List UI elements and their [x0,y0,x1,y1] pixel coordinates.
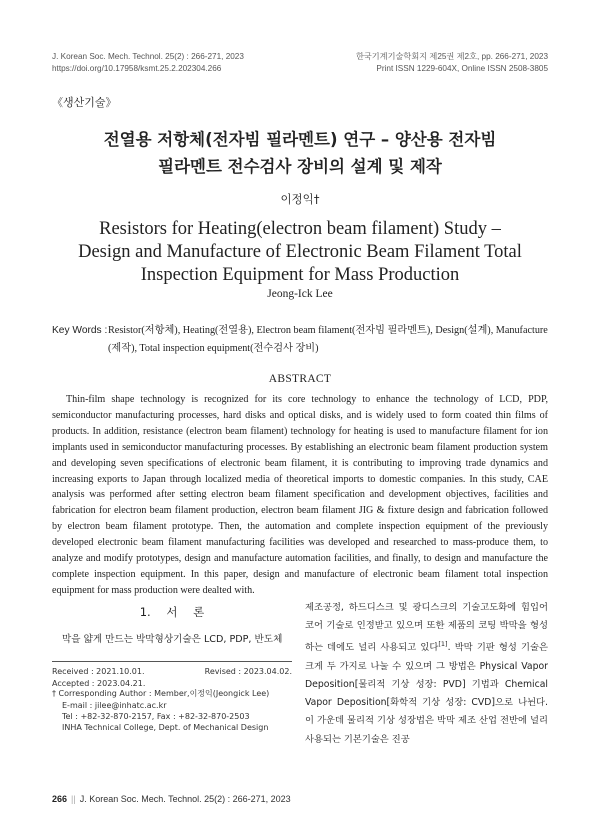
section-heading-introduction: 1. 서 론 [139,605,205,619]
journal-korean-citation: 한국기계기술학회지 제25권 제2호, pp. 266-271, 2023 [355,52,548,61]
issn-line: Print ISSN 1229-604X, Online ISSN 2508-3805 [376,64,548,73]
english-title-line: Design and Manufacture of Electronic Beam Filament Total [78,242,522,262]
korean-title-line: 전열용 저항체(전자빔 필라멘트) 연구 – 양산용 전자빔 [103,130,497,149]
corresponding-author: † Corresponding Author : Member,이정익(Jeongick Lee) [52,689,270,698]
abstract-body: Thin-film shape technology is recognized for its core technology to enhance the technology of LCD, PDP, semiconductor manufacturing processes, hard disks and optical disks, and is widely used to form coated thin films of products. In addition, resistance (electron beam filament) technology for heating is used to manufacture filament for ion implants used in semiconductor manufacturing processes. By establishing an electronic beam filament production system and developing seven specifications of electronic beam filament, it is contributing to improving trade dynamics and increasing exports to Japan through localized media of theoretical imports to domestic companies. In this study, CAE analysis was performed after setting electron beam filament specification and development objectives, facilities and fabrication for electron beam filament production, electron beam filament JIG & fixture design and fabrication followed by electron beam filament prototype. Then, the automation and complete inspection equipment of the previously developed electronic beam filament manufacturing facilities was developed and researched to mass-produce them, to analyze and modify prototypes, design and manufacture automation facilities, and finally, to design and manufacture the complete inspection equipment. In this paper, design and manufacture of electronic beam filament total inspection equipment for mass production were dealted with. [52,394,548,596]
footnote-divider [52,661,292,662]
keywords-label: Key Words : [52,325,108,336]
revised-date: Revised : 2023.04.02. [204,667,292,676]
accepted-date: Accepted : 2023.04.21. [52,679,146,688]
footer-separator: || [71,794,76,804]
author-email[interactable]: E-mail : jilee@inhatc.ac.kr [62,701,167,710]
korean-author: 이정익† [280,192,320,206]
journal-citation-header [52,51,244,75]
english-author: Jeong-Ick Lee [267,288,333,300]
journal-issn-header [356,51,548,75]
intro-paragraph-part: 제조공정, 하드디스크 및 광디스크의 기술고도화에 힘입어 코어 기술로 인정받고 있으며 또한 제품의 코팅 박막을 형성하는 데에도 널리 사용되고 있다 [305,602,548,654]
author-phone-fax: Tel : +82-32-870-2157, Fax : +82-32-870-2503 [62,712,250,721]
abstract-heading: ABSTRACT [268,373,332,385]
korean-title-line: 필라멘트 전수검사 장비의 설계 및 제작 [158,157,442,176]
english-title [52,218,548,287]
english-title-line: Resistors for Heating(electron beam filament) Study – [99,219,501,239]
doi-link[interactable]: https://doi.org/10.17958/ksmt.25.2.202304.266 [52,64,222,73]
intro-paragraph-part: . 박막 기판 형성 기술은 크게 두 가지로 나눌 수 있으며 그 방법은 Physical Vapor Deposition[물리적 기상 성장: PVD] 기법과 Chemical Vapor Deposition[화학적 기상 성장: CVD]으로 나뉜다. 이 가운데 물리적 기상 성장법은 박막 제조 산업 전반에 널리 사용되는 기본기술은 진공 [305,642,548,745]
footer-citation: J. Korean Soc. Mech. Technol. 25(2) : 266-271, 2023 [79,794,291,804]
english-title-line: Inspection Equipment for Mass Production [140,265,460,285]
keywords-block [52,322,548,358]
introduction-first-line: 막을 얇게 만드는 박막형상기술은 LCD, PDP, 반도체 [62,634,283,645]
received-date: Received : 2021.10.01. [52,667,145,676]
page-footer [52,794,291,804]
page-number: 266 [52,794,68,804]
received-revised-line [52,666,292,678]
introduction-right-column [305,599,548,749]
author-affiliation: INHA Technical College, Dept. of Mechanical Design [62,723,269,732]
korean-title [52,126,548,180]
keywords-text: Resistor(저항체), Heating(전열용), Electron beam filament(전자빔 필라멘트), Design(설계), Manufacture (제작), Total inspection equipment(전수검사 장비) [108,325,548,354]
journal-citation-line: J. Korean Soc. Mech. Technol. 25(2) : 266-271, 2023 [52,52,244,61]
article-category: 《생산기술》 [52,96,117,109]
reference-marker[interactable]: [1] [438,640,448,649]
